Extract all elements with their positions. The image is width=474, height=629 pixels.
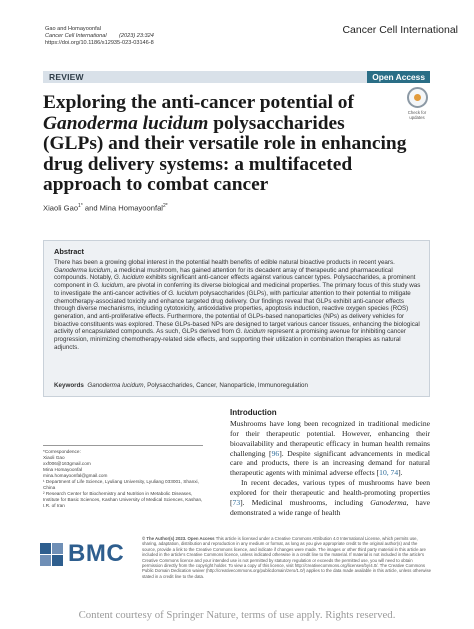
author-2[interactable]: and Mina Homayoonfal — [82, 203, 163, 213]
courtesy-note: Content courtesy of Springer Nature, terms of use apply. Rights reserved. — [78, 609, 396, 621]
check-updates-icon — [407, 87, 428, 108]
introduction-heading: Introduction — [230, 408, 277, 417]
correspondence-label: *Correspondence: — [43, 449, 81, 454]
affiliation-1: ¹ Department of Life Science, Lyuliang University, Lyuliang 033001, Shanxi, China — [43, 479, 199, 490]
journal-name: Cancer Cell International — [342, 24, 458, 36]
running-authors: Gao and Homayoonfal — [45, 26, 101, 32]
author-1[interactable]: Xiaoli Gao — [43, 203, 79, 213]
check-for-updates-button[interactable] — [402, 87, 432, 120]
corresponding-email-2[interactable]: mina.homayoonfal@gmail.com — [43, 473, 108, 478]
author-list: Xiaoli Gao$^{1*}$ and Mina Homayoonfal$^{2*}$ — [43, 203, 168, 213]
article-type-label: REVIEW — [49, 72, 84, 82]
citation-year: (2023) 23:324 — [119, 33, 154, 40]
affiliation-2: ² Research Center for Biochemistry and Nutrition in Metabolic Diseases, Institute for Basic Sciences, Kashan University of Medical Sciences, Kashan, I.R. of Iran — [43, 491, 203, 508]
title-italic: Ganoderma lucidum — [43, 112, 209, 134]
introduction-text: Mushrooms have long been recognized in traditional medicine for their therapeutic potential. However, enhancing their bioavailability and therapeutic efficacy in human health remains challenging [96]. Despite significant advancements in medical care and products, there is an increasing demand for natural therapeutic agents with minimal adverse effects [10, 74]. In recent decades, various types of mushrooms have been explored for their therapeutic and health-promoting properties [73]. Medicinal mushrooms, including Ganoderma, have demonstrated a wide range of health — [230, 419, 430, 517]
citation-line — [45, 33, 154, 40]
abstract-heading: Abstract — [54, 247, 84, 256]
abstract-box — [43, 240, 430, 397]
article-type-bar — [43, 71, 430, 83]
bmc-logo-text: BMC — [68, 540, 125, 567]
bmc-logo — [40, 541, 135, 567]
article-title — [43, 93, 408, 196]
corresponding-name-2: Mina Homayoonfal — [43, 467, 83, 472]
keywords-line: Keywords Ganoderma lucidum, Polysaccharides, Cancer, Nanoparticle, Immunoregulation — [54, 382, 308, 389]
citation-header — [45, 26, 154, 48]
keywords-label: Keywords — [54, 382, 84, 389]
corresponding-name-1: Xiaoli Gao — [43, 455, 65, 460]
doi-link[interactable]: https://doi.org/10.1186/s12935-023-03146-8 — [45, 40, 154, 47]
citation-link[interactable]: 96 — [271, 448, 280, 458]
corresponding-email-1[interactable]: xxf006@163gmail.com — [43, 461, 91, 466]
title-part-2: polysaccharides (GLPs) and their versatile role in enhancing drug delivery systems: a multifaceted approach to combat cancer — [43, 112, 407, 196]
citation-journal: Cancer Cell International — [45, 33, 107, 40]
open-access-badge: Open Access — [367, 71, 430, 83]
title-part-1: Exploring the anti-cancer potential of — [43, 92, 354, 113]
correspondence-block — [43, 445, 203, 509]
citation-link[interactable]: 73 — [232, 497, 241, 507]
check-updates-label: Check for updates — [407, 110, 427, 120]
abstract-text: There has been a growing global interest in the potential health benefits of edible natural bioactive products in recent years. Ganoderma lucidum, a medicinal mushroom, has gained attention for its decadent array of therapeutic and pharmaceutical compounds. Notably, G. lucidum exhibits significant anti-cancer effects against various cancer types. Polysaccharides, a prominent component in G. lucidum, are pivotal in conferring its diverse biological and medicinal properties. The primary focus of this study was to investigate the anti-cancer activities of G. lucidum polysaccharides (GLPs), with particular attention to their potential to mitigate chemotherapy-associated toxicity and enhance targeted drug delivery. Our findings reveal that GLPs exhibit anti-cancer effects through diverse mechanisms, including cytotoxicity, antioxidative properties, apoptosis induction, reactive oxygen species (ROS) generation, and anti-proliferative effects. Furthermore, the potential of GLPs-based nanoparticles (NPs) as delivery vehicles for bioactive constituents was explored. These GLPs-based NPs are designed to target various cancer tissues, enhancing the biological activity of encapsulated compounds. As such, GLPs derived from G. lucidum represent a promising avenue for inhibiting cancer progression, minimizing chemotherapy-related side effects, and supporting their utilization in combination therapies as natural adjuncts. — [54, 259, 421, 351]
citation-link[interactable]: 10, 74 — [379, 468, 399, 478]
license-text: © The Author(s) 2023. Open Access This article is licensed under a Creative Commons Attribution 4.0 International License, which permits use, sharing, adaptation, distribution and reproduction in any medium or format, as long as you give appropriate credit to the original author(s) and the source, provide a link to the Creative Commons licence, and indicate if changes were made. The images or other third party material in this article are included in the article's Creative Commons licence, unless indicated otherwise in a credit line to the material. If material is not included in the article's Creative Commons licence and your intended use is not permitted by statutory regulation or exceeds the permitted use, you will need to obtain permission directly from the copyright holder. To view a copy of this licence, visit http://creativecommons.org/licenses/by/4.0/. The Creative Commons Public Domain Dedication waiver (http://creativecommons.org/publicdomain/zero/1.0/) applies to the data made available in this article, unless otherwise stated in a credit line to the data. — [142, 536, 431, 579]
